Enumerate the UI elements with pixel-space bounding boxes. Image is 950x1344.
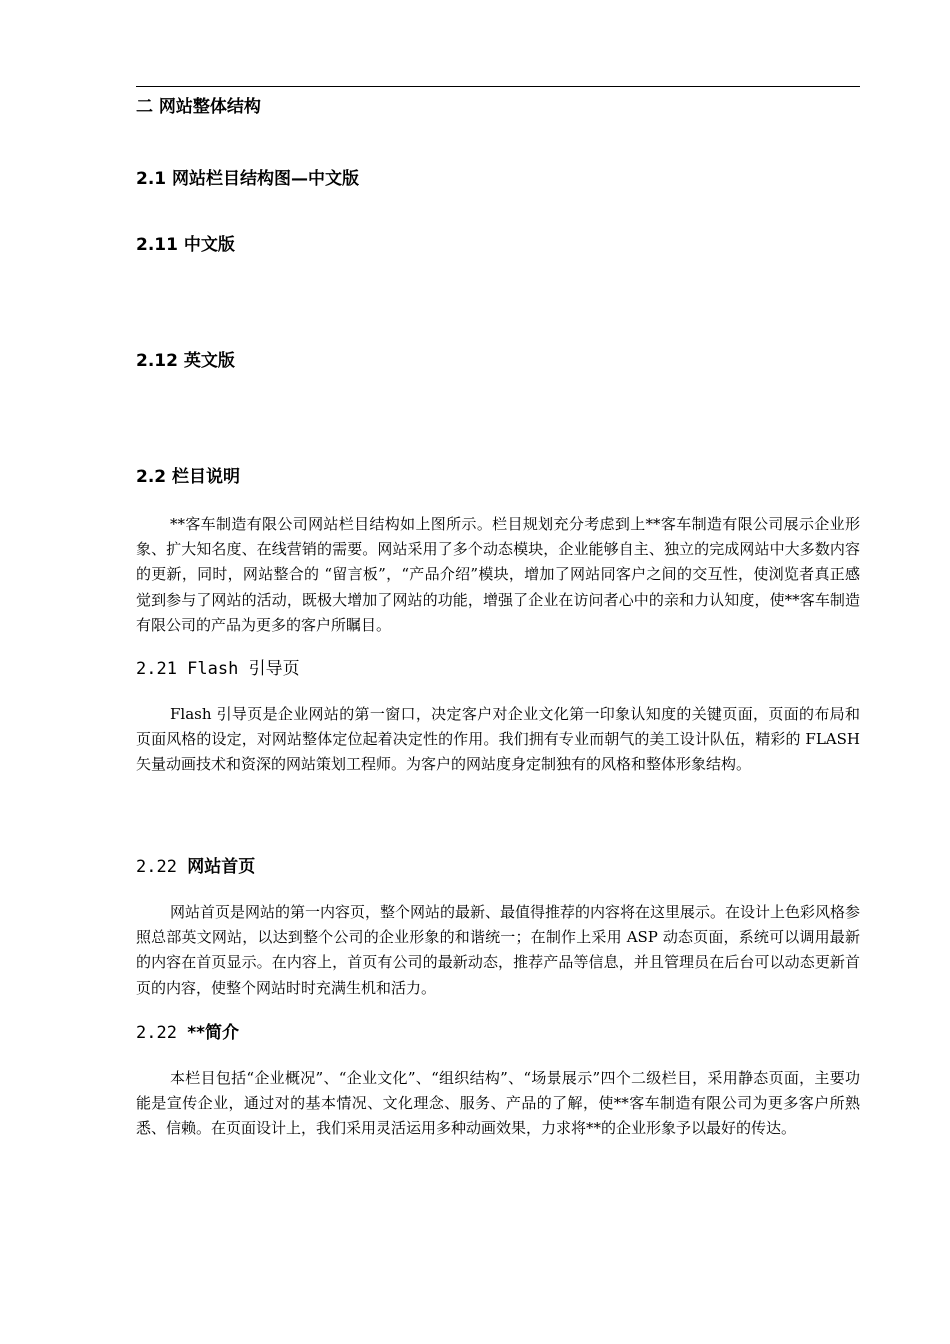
heading-2-22-intro xyxy=(136,1022,239,1044)
heading-text: **简介 xyxy=(187,1023,239,1043)
header-rule xyxy=(136,86,860,87)
heading-2-12: 2.12 英文版 xyxy=(136,351,235,371)
heading-number: 2.22 xyxy=(136,1023,177,1043)
heading-2-11: 2.11 中文版 xyxy=(136,235,235,255)
paragraph-columns: **客车制造有限公司网站栏目结构如上图所示。栏目规划充分考虑到上**客车制造有限公司展示企业形象、扩大知名度、在线营销的需要。网站采用了多个动态模块，企业能够自主、独立的完成网站中大多数内容的更新，同时，网站整合的 “留言板”，“产品介绍”模块，增加了网站同客户之间的交互性，使浏览者真正感觉到参与了网站的活动，既极大增加了网站的功能，增强了企业在访问者心中的亲和力认知度，使**客车制造有限公司的产品为更多的客户所瞩目。 xyxy=(136,515,860,634)
heading-number: 2.22 xyxy=(136,857,177,877)
paragraph-flash: Flash 引导页是企业网站的第一窗口，决定客户对企业文化第一印象认知度的关键页面，页面的布局和页面风格的设定，对网站整体定位起着决定性的作用。我们拥有专业而朝气的美工设计队伍，精彩的 FLASH 矢量动画技术和资深的网站策划工程师。为客户的网站度身定制独有的风格和整体形象结构。 xyxy=(136,705,860,774)
paragraph-home: 网站首页是网站的第一内容页，整个网站的最新、最值得推荐的内容将在这里展示。在设计上色彩风格参照总部英文网站，以达到整个公司的企业形象的和谐统一；在制作上采用 ASP 动态页面，系统可以调用最新的内容在首页显示。在内容上，首页有公司的最新动态，推荐产品等信息，并且管理员在后台可以动态更新首页的内容，使整个网站时时充满生机和活力。 xyxy=(136,903,861,997)
heading-2-2: 2.2 栏目说明 xyxy=(136,467,241,487)
heading-2-21: 2.21 Flash 引导页 xyxy=(136,659,300,679)
heading-text: 网站首页 xyxy=(187,857,256,877)
section-title: 二 网站整体结构 xyxy=(136,97,261,117)
heading-2-1: 2.1 网站栏目结构图—中文版 xyxy=(136,169,360,189)
paragraph-intro: 本栏目包括“企业概况”、“企业文化”、“组织结构”、“场景展示”四个二级栏目，采用静态页面，主要功能是宣传企业，通过对的基本情况、文化理念、服务、产品的了解，使**客车制造有限公司为更多客户所熟悉、信赖。在页面设计上，我们采用灵活运用多种动画效果，力求将**的企业形象予以最好的传达。 xyxy=(136,1069,860,1138)
heading-2-22-home xyxy=(136,856,255,878)
